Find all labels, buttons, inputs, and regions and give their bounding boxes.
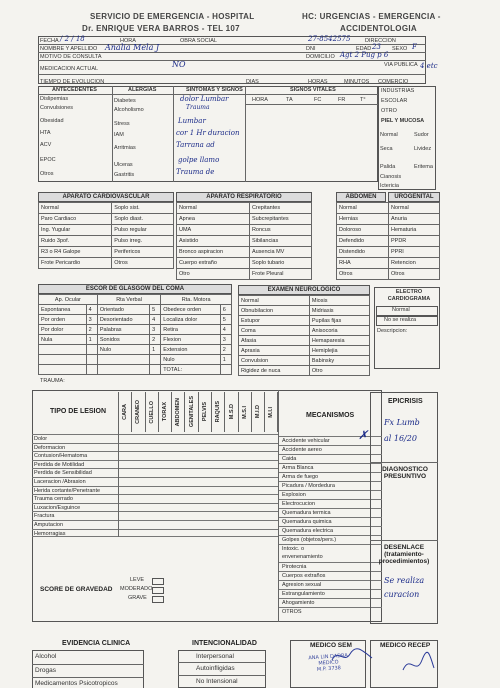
g-cell: Por orden xyxy=(39,315,87,325)
mecanismo-item: Accidente vehicular xyxy=(279,436,382,445)
neuro-cell: Estupor xyxy=(239,316,310,326)
cardio-cell: Soplo sist. xyxy=(112,203,174,214)
domicilio-value: Agt 2 Pug p 6 xyxy=(340,51,389,59)
mecanismo-item: Arma Blanca xyxy=(279,463,382,472)
resp-title: APARATO RESPIRATORIO xyxy=(176,192,312,202)
horas-label: HORAS xyxy=(308,79,328,85)
piel-normal: Normal xyxy=(380,132,398,138)
g-cell: Obedece orden xyxy=(161,305,221,315)
lesion-item: Trauma cerrado xyxy=(32,494,278,503)
abdomen-cell: RHA xyxy=(337,258,389,269)
g-cell: 4 xyxy=(150,315,161,325)
g-cell: Nulo xyxy=(97,345,149,355)
mecanismo-item: Ahogamiento xyxy=(279,598,382,607)
g-cell: Por dolor xyxy=(39,325,87,335)
electro-no-realiza: No se realiza xyxy=(384,317,417,323)
neuro-cell: Hemiplejia xyxy=(309,346,369,356)
abdomen-cell: Hernias xyxy=(337,214,389,225)
resp-cell: Subcrepitantes xyxy=(249,214,311,225)
body-cols-header xyxy=(118,392,278,432)
industrias-label: INDUSTRIAS xyxy=(381,88,415,94)
body-col: M.S.D xyxy=(228,404,235,420)
form-title: HC: URGENCIAS - EMERGENCIA - xyxy=(302,12,441,21)
lesion-item: Herida cortante/Penetrante xyxy=(32,486,278,495)
g-cell: 3 xyxy=(86,315,97,325)
desenlace-hand-1: Se realiza xyxy=(384,576,425,585)
intencional-interpersonal: Interpersonal xyxy=(196,653,234,660)
medicacion-value: NO xyxy=(172,60,186,69)
col-signos: SIGNOS VITALES xyxy=(290,87,336,93)
epicrisis-title: EPICRISIS xyxy=(388,398,423,405)
mecanismo-item: Pirotecnia xyxy=(279,562,382,571)
lesion-item: Perdida de Sensibilidad xyxy=(32,468,278,477)
col-alergias: ALERGIAS xyxy=(128,87,157,93)
cardio-cell: Frote Pericardio xyxy=(39,258,112,269)
trauma-label: TRAUMA: xyxy=(40,378,65,384)
motivo-label: MOTIVO DE CONSULTA xyxy=(40,54,102,60)
sintoma-4: cor 1 Hr duracion xyxy=(176,129,240,137)
epicrisis-hand-1: Fx Lumb xyxy=(384,418,420,427)
mecanismo-item: Intoxic. o xyxy=(279,544,382,553)
urogenital-title: UROGENITAL xyxy=(388,192,440,202)
abdomen-cell: Distendido xyxy=(337,247,389,258)
resp-cell: Bronco aspiracion xyxy=(177,247,250,258)
g-cell xyxy=(97,355,149,365)
form-subtitle: ACCIDENTOLOGIA xyxy=(340,24,417,33)
g-cell: Espontanea xyxy=(39,305,87,315)
neuro-cell: Convulsion xyxy=(239,356,310,366)
g-cell: Flexion xyxy=(161,335,221,345)
mecanismo-item: Quemadura quimica xyxy=(279,517,382,526)
g-cell: Nula xyxy=(39,335,87,345)
mecanismo-item: Agresion sexual xyxy=(279,580,382,589)
g-cell: Orientado xyxy=(97,305,149,315)
abdomen-title: ABDOMEN xyxy=(336,192,386,202)
cardio-cell: Pulso regular xyxy=(112,225,174,236)
edad-value: 23 xyxy=(372,43,381,51)
vital-fc: FC xyxy=(314,97,322,103)
hospital-title: SERVICIO DE EMERGENCIA - HOSPITAL xyxy=(90,12,255,21)
ant-convulsiones: Convulsiones xyxy=(40,105,74,111)
evidencia-medicamentos: Medicamentos Psicotropicos xyxy=(35,680,118,687)
urogenital-cell: Hematuria xyxy=(389,225,440,236)
ant-iam: IAM xyxy=(114,132,124,138)
g-cell xyxy=(86,365,97,375)
piel-ictericia: Ictericia xyxy=(380,183,399,189)
neuro-cell: Pupilas fijas xyxy=(309,316,369,326)
g-cell: 3 xyxy=(220,335,231,345)
electro-title: ELECTRO CARDIOGRAMA xyxy=(387,289,431,302)
cardio-table xyxy=(38,202,174,269)
col-sintomas: SINTOMAS Y SIGNOS xyxy=(186,87,243,93)
sintoma-2: Trauma xyxy=(186,104,210,111)
intencional-autoinfligidas: Autoinfligidas xyxy=(196,665,235,672)
g-cell: 1 xyxy=(220,355,231,365)
neuro-table xyxy=(238,295,370,376)
g-cell: 2 xyxy=(150,335,161,345)
g-cell: 3 xyxy=(150,325,161,335)
nombre-label: NOMBRE Y APELLIDO xyxy=(40,46,98,52)
cardio-cell: Otros xyxy=(112,258,174,269)
sintoma-7: Trauma de xyxy=(176,168,215,176)
g-cell xyxy=(39,345,87,355)
body-col: M.I.D xyxy=(255,405,262,419)
body-col: RAQUIS xyxy=(215,401,222,423)
resp-cell: Roncus xyxy=(249,225,311,236)
obra-social-label: OBRA SOCIAL xyxy=(180,38,217,44)
piel-eritema: Eritema xyxy=(414,164,433,170)
g-cell: TOTAL: xyxy=(161,365,221,375)
sexo-label: SEXO xyxy=(392,46,408,52)
hospital-subtitle: Dr. ENRIQUE VERA BARROS - TEL 107 xyxy=(82,24,240,33)
neuro-cell: Obnubilacion xyxy=(239,306,310,316)
ant-epoc: EPOC xyxy=(40,157,56,163)
obra-social-value: 27-8542575 xyxy=(308,35,351,43)
medico-sem-title: MEDICO SEM xyxy=(310,642,352,649)
neuro-cell: Anisocoria xyxy=(309,326,369,336)
sintoma-6: golpe llamo xyxy=(178,156,220,164)
escolar-label: ESCOLAR xyxy=(381,98,408,104)
check-mark: ✗ xyxy=(358,428,369,442)
ant-alcoholismo: Alcoholismo xyxy=(114,107,144,113)
g-cell: 1 xyxy=(86,335,97,345)
neuro-cell: Normal xyxy=(239,296,310,306)
neuro-cell: Apraxia xyxy=(239,346,310,356)
cardio-cell: Perifericos xyxy=(112,247,174,258)
lesion-item: Amputacion xyxy=(32,520,278,529)
body-col: CARA xyxy=(122,404,129,420)
lesion-item: Deformacion xyxy=(32,443,278,452)
neuro-cell: Hemaparesia xyxy=(309,336,369,346)
sintoma-5: Tarrana ad xyxy=(176,141,215,149)
ant-arritmias: Arritmias xyxy=(114,145,136,151)
urogenital-cell: Anuria xyxy=(389,214,440,225)
abdomen-cell: Normal xyxy=(337,203,389,214)
evidencia-title: EVIDENCIA CLINICA xyxy=(62,640,131,647)
g-cell xyxy=(86,345,97,355)
mecanismo-item: Electrocucion xyxy=(279,499,382,508)
sintoma-1: dolor Lumbar xyxy=(180,95,229,103)
g-cell xyxy=(150,365,161,375)
stamp-line: ANA LIN DADRA xyxy=(308,652,349,662)
g-cell: 2 xyxy=(86,325,97,335)
lesion-item: Luxacion/Esguince xyxy=(32,503,278,512)
neuro-cell: Afasia xyxy=(239,336,310,346)
ant-ulceras: Ulceras xyxy=(114,162,133,168)
neuro-cell: Rigidez de nuca xyxy=(239,366,310,376)
lesion-item: Fractura xyxy=(32,511,278,520)
resp-cell: Soplo tubario xyxy=(249,258,311,269)
vital-ta: TA xyxy=(286,97,293,103)
intencionalidad-title: INTENCIONALIDAD xyxy=(192,640,257,647)
glasgow-header: Rta Verbal xyxy=(97,295,160,305)
minutos-label: MINUTOS xyxy=(344,79,370,85)
ant-otros: Otros xyxy=(40,171,54,177)
cardio-cell: Pulso irreg. xyxy=(112,236,174,247)
epicrisis-hand-2: al 16/20 xyxy=(384,434,417,443)
g-cell: 4 xyxy=(86,305,97,315)
mecanismo-item: envenenamiento xyxy=(282,554,323,560)
mecanismo-item: Cuerpos extraños xyxy=(279,571,382,580)
score-grave: GRAVE xyxy=(128,595,147,601)
desenlace-title: DESENLACE (tratamiento-procedimientos) xyxy=(378,544,430,565)
comercio-label: COMERCIO xyxy=(378,79,409,85)
resp-cell: Cuerpo extraño xyxy=(177,258,250,269)
lesion-item: Hemorragias xyxy=(32,529,278,538)
g-cell: 6 xyxy=(220,305,231,315)
mecanismo-item: Accidente aereo xyxy=(279,445,382,454)
desenlace-hand-2: curacion xyxy=(384,590,420,599)
g-cell xyxy=(39,355,87,365)
ant-diabetes: Diabetes xyxy=(114,98,136,104)
abdomen-cell: Otros xyxy=(337,269,389,280)
body-col: ABDOMEN xyxy=(175,397,182,427)
mecanismo-item: Arma de fuego xyxy=(279,472,382,481)
mecanismo-item: Caida xyxy=(279,454,382,463)
g-cell xyxy=(220,365,231,375)
mecanismo-item: Quemadura termica xyxy=(279,508,382,517)
abdomen-urogenital-table xyxy=(336,202,440,280)
nombre-value: Analia Mela J xyxy=(105,43,160,52)
g-cell: 5 xyxy=(150,305,161,315)
score-moderado: MODERADO xyxy=(120,586,153,592)
g-cell: Localiza dolor xyxy=(161,315,221,325)
g-cell: 4 xyxy=(220,325,231,335)
g-cell: Sonidos xyxy=(97,335,149,345)
score-title: SCORE DE GRAVEDAD xyxy=(40,586,113,593)
evidencia-alcohol: Alcohol xyxy=(35,653,57,660)
cardio-cell: R3 o R4 Galope xyxy=(39,247,112,258)
hora-label: HORA xyxy=(120,38,136,44)
vital-hora: HORA xyxy=(252,97,268,103)
cardio-cell: Ruido 3pof. xyxy=(39,236,112,247)
sexo-value: F xyxy=(412,43,417,51)
score-grave-box[interactable] xyxy=(152,596,164,603)
piel-palida: Palida xyxy=(380,164,396,170)
cardio-cell: Normal xyxy=(39,203,112,214)
neuro-cell: Miosis xyxy=(309,296,369,306)
g-cell: Extension xyxy=(161,345,221,355)
glasgow-title: ESCOR DE GLASGOW DEL COMA xyxy=(38,284,232,294)
g-cell: 1 xyxy=(150,345,161,355)
neuro-cell: Babinsky xyxy=(309,356,369,366)
edad-label: EDAD xyxy=(356,46,372,52)
ant-gastritis: Gastritis xyxy=(114,172,135,178)
mecanismo-item: Explosion xyxy=(279,490,382,499)
cardio-title: APARATO CARDIOVASCULAR xyxy=(38,192,174,202)
electro-normal: Normal xyxy=(392,307,410,313)
neuro-cell: Midriasis xyxy=(309,306,369,316)
signature-scribble-recep xyxy=(400,650,436,680)
via-publica-value: 4 etc xyxy=(420,62,438,70)
abdomen-cell: Doloroso xyxy=(337,225,389,236)
g-cell xyxy=(39,365,87,375)
vital-t: T° xyxy=(360,97,366,103)
medicacion-label: MEDICACION ACTUAL xyxy=(40,66,99,72)
abdomen-cell: Defendido xyxy=(337,236,389,247)
lesiones-list xyxy=(32,434,278,537)
lesion-item: Perdida de Motilidad xyxy=(32,460,278,469)
body-col: PELVIS xyxy=(201,402,208,422)
resp-cell: Sibilancias xyxy=(249,236,311,247)
g-cell xyxy=(86,355,97,365)
sintoma-3: Lumbar xyxy=(178,117,206,125)
lesion-item: Laceracion /Abrasion xyxy=(32,477,278,486)
signature-scribble xyxy=(330,646,374,666)
cardio-cell: Paro Cardiaco xyxy=(39,214,112,225)
otro-label: OTRO xyxy=(381,108,397,114)
glasgow-table xyxy=(38,294,232,375)
urogenital-cell: PPDR xyxy=(389,236,440,247)
electro-descripcion: Descripcion: xyxy=(377,328,408,334)
ant-dislipemias: Dislipemias xyxy=(40,96,69,102)
mecanismos-list xyxy=(279,436,382,616)
g-cell: Desorientado xyxy=(97,315,149,325)
body-col: GENITALES xyxy=(188,396,195,428)
lesion-item: Contusion/Hematoma xyxy=(32,451,278,460)
piel-label: PIEL Y MUCOSA xyxy=(381,118,425,124)
via-publica-label: VIA PUBLICA xyxy=(384,62,418,68)
ant-hta: HTA xyxy=(40,130,51,136)
vital-fr: FR xyxy=(338,97,346,103)
diagnostico-title: DIAGNOSTICO PRESUNTIVO xyxy=(382,466,428,480)
neuro-cell: Coma xyxy=(239,326,310,336)
g-cell: 5 xyxy=(220,315,231,325)
body-col: TORAX xyxy=(162,402,169,422)
g-cell xyxy=(150,355,161,365)
piel-lividez: Lividez xyxy=(414,146,432,152)
g-cell: Retira xyxy=(161,325,221,335)
ant-acv: ACV xyxy=(40,142,52,148)
evidencia-drogas: Drogas xyxy=(35,667,56,674)
score-moderado-box[interactable] xyxy=(152,587,164,594)
fecha-value: / 2 / 18 xyxy=(60,35,85,43)
mecanismo-item: Estrangulamiento xyxy=(279,589,382,598)
urogenital-cell: Otros xyxy=(389,269,440,280)
resp-cell: Otro xyxy=(177,269,250,280)
score-leve: LEVE xyxy=(130,577,145,583)
g-cell: 2 xyxy=(220,345,231,355)
mecanismo-item: Picadura / Mordedura xyxy=(279,481,382,490)
body-col: CRANEO xyxy=(135,400,142,424)
urogenital-cell: PPRI xyxy=(389,247,440,258)
domicilio-label: DOMICILIO xyxy=(306,54,335,60)
cardio-cell: Ing. Yugular xyxy=(39,225,112,236)
stamp-line: M.P. 3738 xyxy=(316,665,342,673)
mecanismos-title: MECANISMOS xyxy=(306,412,355,419)
direccion-label: DIRECCION xyxy=(365,38,396,44)
tipo-lesion-title: TIPO DE LESION xyxy=(50,408,107,415)
g-cell: Nulo xyxy=(161,355,221,365)
neuro-title: EXAMEN NEUROLOGICO xyxy=(238,285,370,295)
dias-label: DIAS xyxy=(246,79,259,85)
neuro-cell: Otro xyxy=(309,366,369,376)
medico-recep-title: MEDICO RECEP xyxy=(380,642,431,649)
mecanismo-item: Quemadura electrica xyxy=(279,526,382,535)
resp-cell: Asistido xyxy=(177,236,250,247)
glasgow-header: Ap. Ocular xyxy=(39,295,98,305)
ant-stress: Stress xyxy=(114,121,130,127)
urogenital-cell: Normal xyxy=(389,203,440,214)
resp-table xyxy=(176,202,312,280)
lesion-item: Dolor xyxy=(32,434,278,443)
mecanismo-item: Golpes (objetos/pers.) xyxy=(279,535,382,544)
resp-cell: UMA xyxy=(177,225,250,236)
body-col: M.S.I xyxy=(241,405,248,419)
resp-cell: Frote Pleural xyxy=(249,269,311,280)
body-col: CUELLO xyxy=(148,400,155,424)
resp-cell: Normal xyxy=(177,203,250,214)
dni-label: DNI xyxy=(306,46,316,52)
resp-cell: Crepitantes xyxy=(249,203,311,214)
fecha-label: FECHA xyxy=(40,38,59,44)
piel-sudor: Sudor xyxy=(414,132,429,138)
body-col: M.I.I xyxy=(267,406,274,418)
mecanismo-item: OTROS xyxy=(279,607,382,616)
ant-obesidad: Obesidad xyxy=(40,118,64,124)
tiempo-label: TIEMPO DE EVOLUCION xyxy=(40,79,105,85)
resp-cell: Ausencia MV xyxy=(249,247,311,258)
g-cell xyxy=(97,365,149,375)
intencional-no-intensional: No Intensional xyxy=(196,678,238,685)
piel-seca: Seca xyxy=(380,146,393,152)
stamp-line: MEDICO xyxy=(318,659,339,667)
score-leve-box[interactable] xyxy=(152,578,164,585)
cardio-cell: Soplo diast. xyxy=(112,214,174,225)
glasgow-header: Rta. Motora xyxy=(161,295,232,305)
g-cell: Palabras xyxy=(97,325,149,335)
urogenital-cell: Retencion xyxy=(389,258,440,269)
piel-cianosis: Cianosis xyxy=(380,174,402,180)
col-antecedentes: ANTECEDENTES xyxy=(52,87,97,93)
resp-cell: Apnea xyxy=(177,214,250,225)
